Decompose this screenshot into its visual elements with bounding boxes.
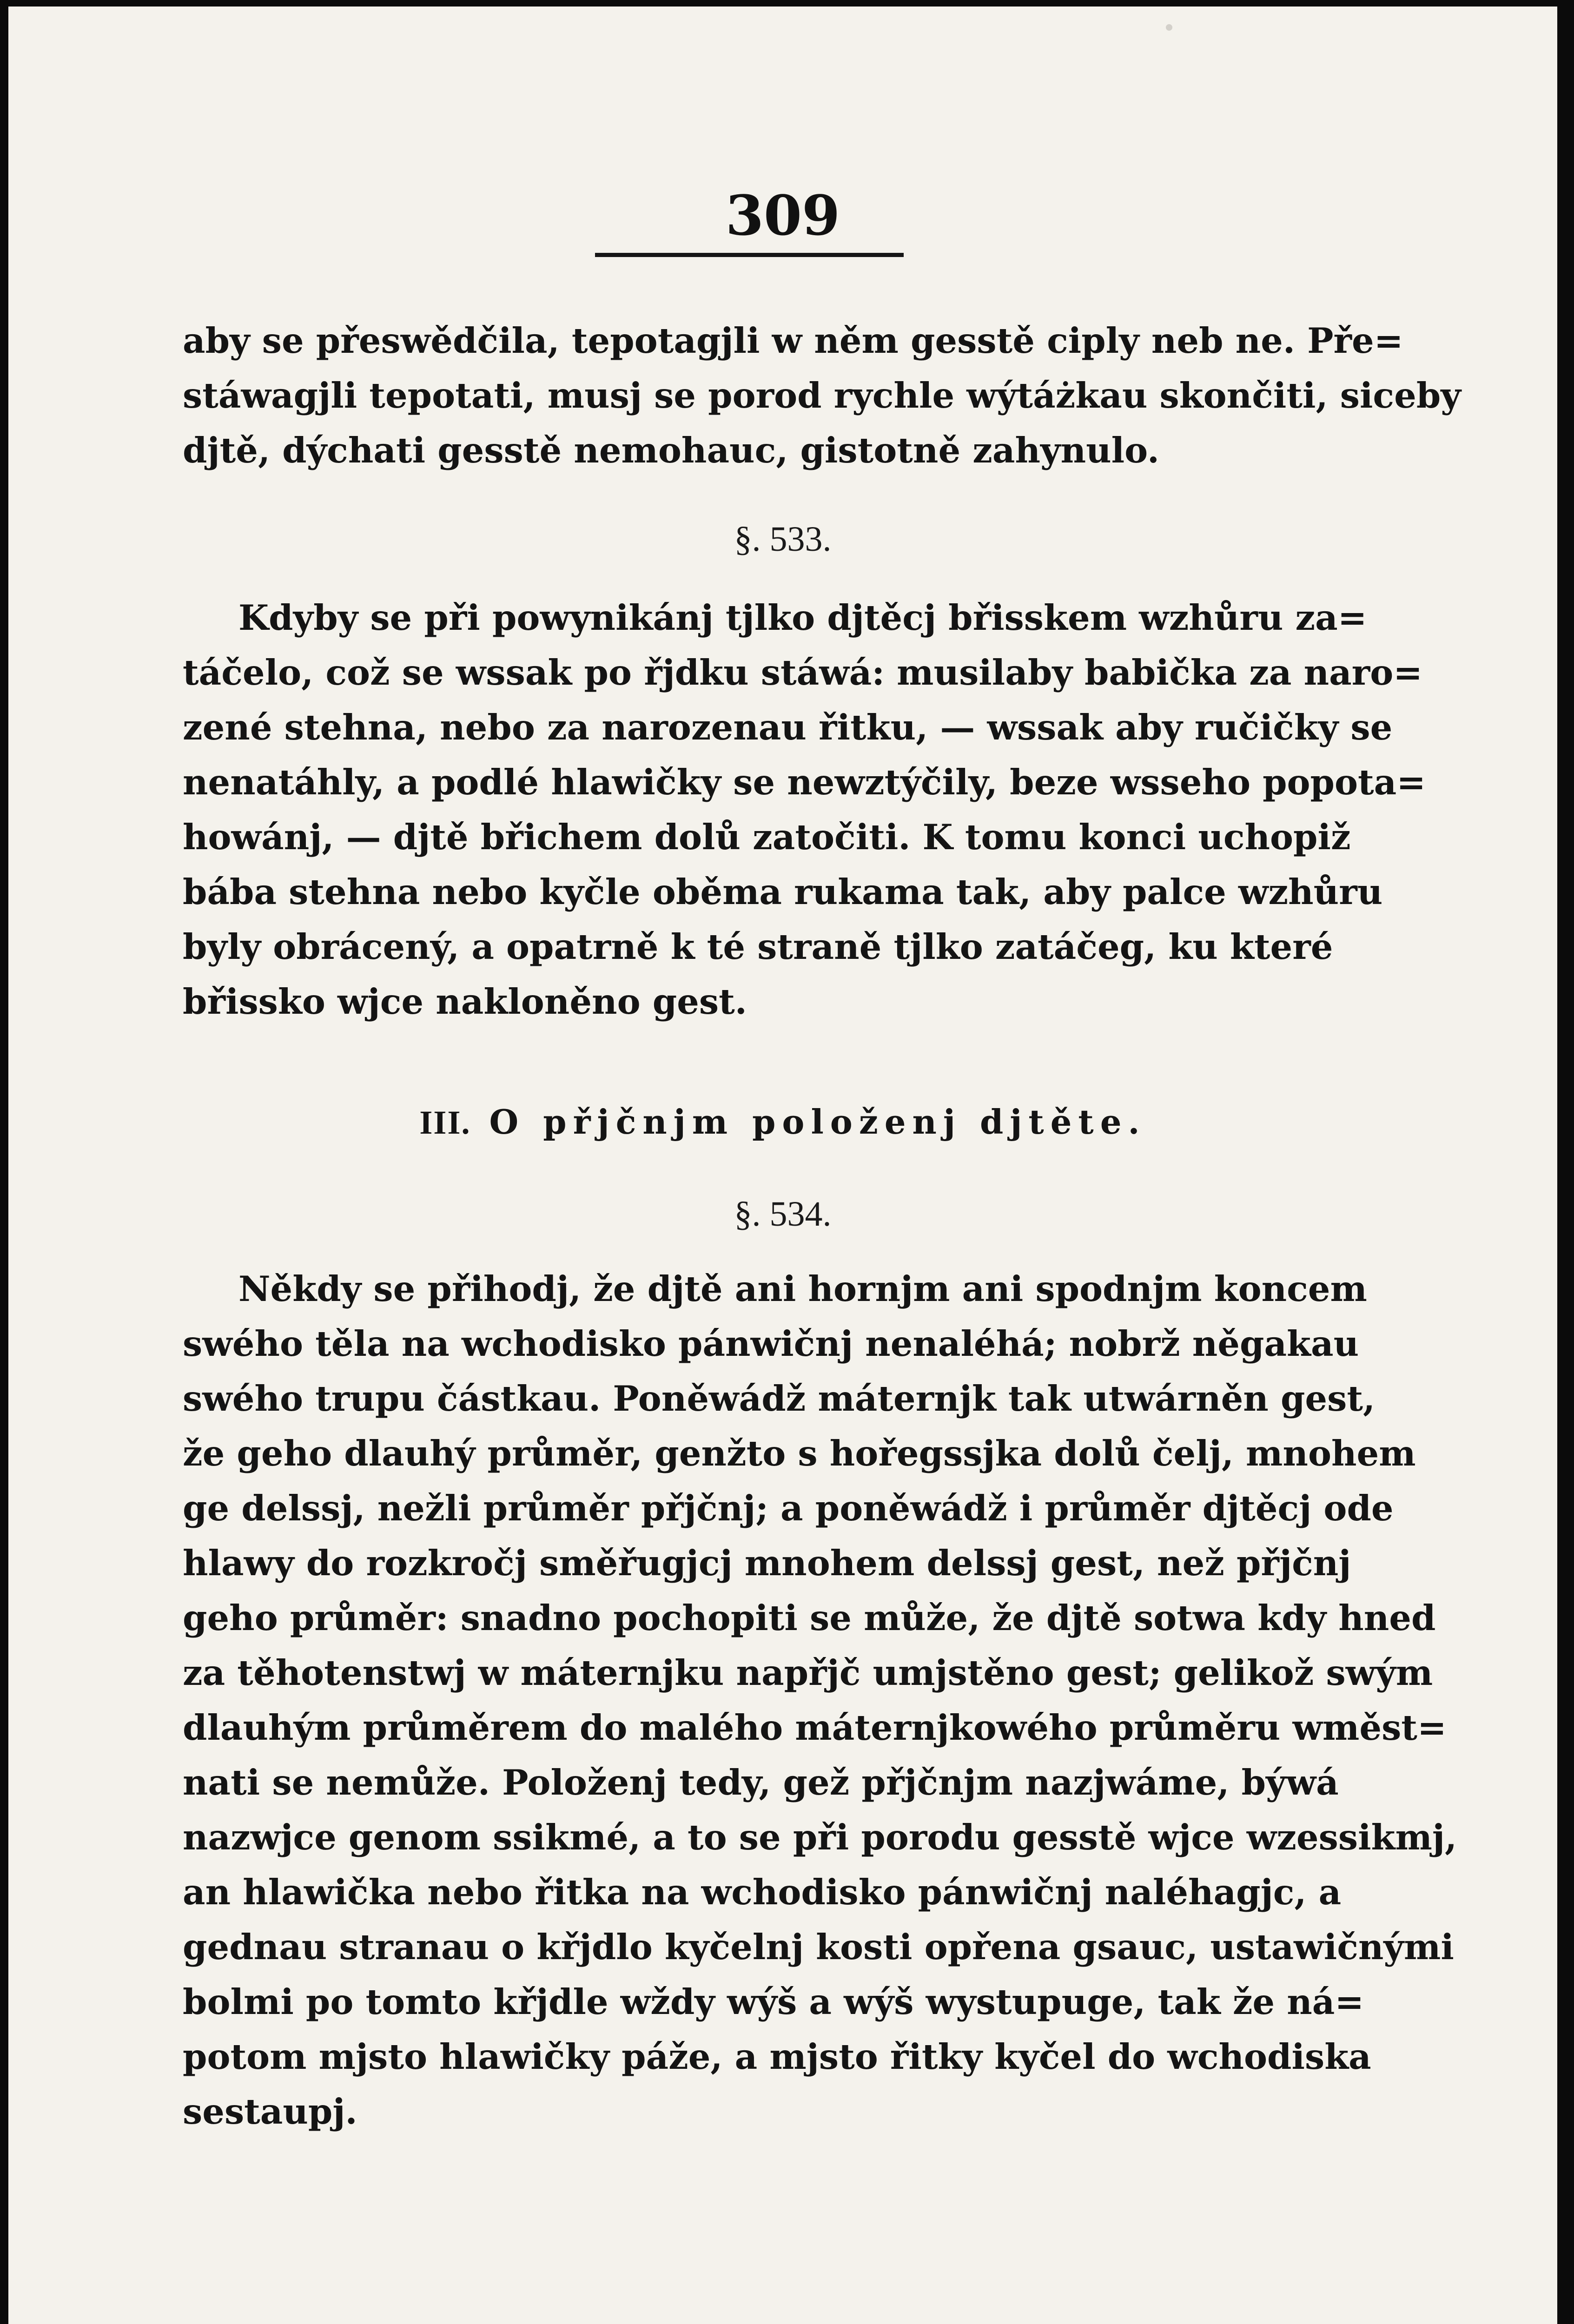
text-line: bolmi po tomto křjdle wždy wýš a wýš wystupuge, tak že ná= xyxy=(183,1981,1364,2022)
page-number: 309 xyxy=(725,183,840,248)
text-line: nazwjce genom ssikmé, a to se při porodu gesstě wjce wzessikmj, xyxy=(183,1817,1457,1858)
text-line: nati se nemůže. Položenj tedy, gež přjčnjm nazjwáme, býwá xyxy=(183,1762,1339,1803)
chapter-heading xyxy=(8,1099,1557,1146)
section-533-mark: §. 533. xyxy=(734,520,832,559)
text-line: geho průměr: snadno pochopiti se může, že djtě sotwa kdy hned xyxy=(183,1598,1436,1638)
text-line: swého těla na wchodisko pánwičnj nenaléhá; nobrž něgakau xyxy=(183,1323,1359,1364)
text-line: an hlawička nebo řitka na wchodisko pánwičnj naléhagjc, a xyxy=(183,1872,1342,1913)
text-line: swého trupu částkau. Poněwádž máternjk tak utwárněn gest, xyxy=(183,1378,1376,1419)
text-line: ge delssj, nežli průměr přjčnj; a poněwádž i průměr djtěcj ode xyxy=(183,1488,1394,1529)
text-line: dlauhým průměrem do malého máternjkowého průměru wměst= xyxy=(183,1707,1447,1748)
text-line: zené stehna, nebo za narozenau řitku, — wssak aby ručičky se xyxy=(183,707,1393,748)
text-line: nenatáhly, a podlé hlawičky se newztýčily, beze wsseho popota= xyxy=(183,762,1426,803)
heading-title: O přjčnjm položenj djtěte. xyxy=(489,1102,1146,1142)
text-line: bába stehna nebo kyčle oběma rukama tak, aby palce wzhůru xyxy=(183,872,1383,912)
ink-speck xyxy=(1166,24,1172,31)
text-line: stáwagjli tepotati, musj se porod rychle wýtáżkau skončiti, siceby xyxy=(183,375,1461,416)
text-line: byly obrácený, a opatrně k té straně tjlko zatáčeg, ku které xyxy=(183,926,1333,967)
paragraph-1 xyxy=(183,313,1461,478)
book-page xyxy=(8,7,1557,2324)
text-line: sestaupj. xyxy=(183,2091,357,2132)
text-line: gednau stranau o křjdlo kyčelnj kosti opřena gsauc, ustawičnými xyxy=(183,1927,1454,1967)
text-line: aby se přeswědčila, tepotagjli w něm gesstě ciply neb ne. Pře= xyxy=(183,320,1403,361)
text-line: howánj, — djtě břichem dolů zatočiti. K tomu konci uchopiž xyxy=(183,817,1351,858)
text-line: za těhotenstwj w máternjku napřjč umjstěno gest; gelikož swým xyxy=(183,1652,1433,1693)
heading-numeral: III. xyxy=(419,1104,471,1141)
paragraph-3 xyxy=(183,1261,1457,2139)
section-534-mark: §. 534. xyxy=(734,1195,832,1234)
text-line: břissko wjce nakloněno gest. xyxy=(183,981,747,1022)
text-line: potom mjsto hlawičky páže, a mjsto řitky kyčel do wchodiska xyxy=(183,2036,1371,2077)
paragraph-2 xyxy=(183,590,1426,1029)
text-line: djtě, dýchati gesstě nemohauc, gistotně zahynulo. xyxy=(183,430,1159,471)
text-line: že geho dlauhý průměr, genžto s hořegssjka dolů čelj, mnohem xyxy=(183,1433,1416,1474)
text-line: Někdy se přihodj, že djtě ani hornjm ani spodnjm koncem xyxy=(238,1268,1367,1309)
text-line: táčelo, což se wssak po řjdku stáwá: musilaby babička za naro= xyxy=(183,652,1423,693)
header-rule xyxy=(595,253,904,257)
text-line: hlawy do rozkročj směřugjcj mnohem delssj gest, než přjčnj xyxy=(183,1543,1351,1584)
text-line: Kdyby se při powynikánj tjlko djtěcj břisskem wzhůru za= xyxy=(238,597,1367,638)
